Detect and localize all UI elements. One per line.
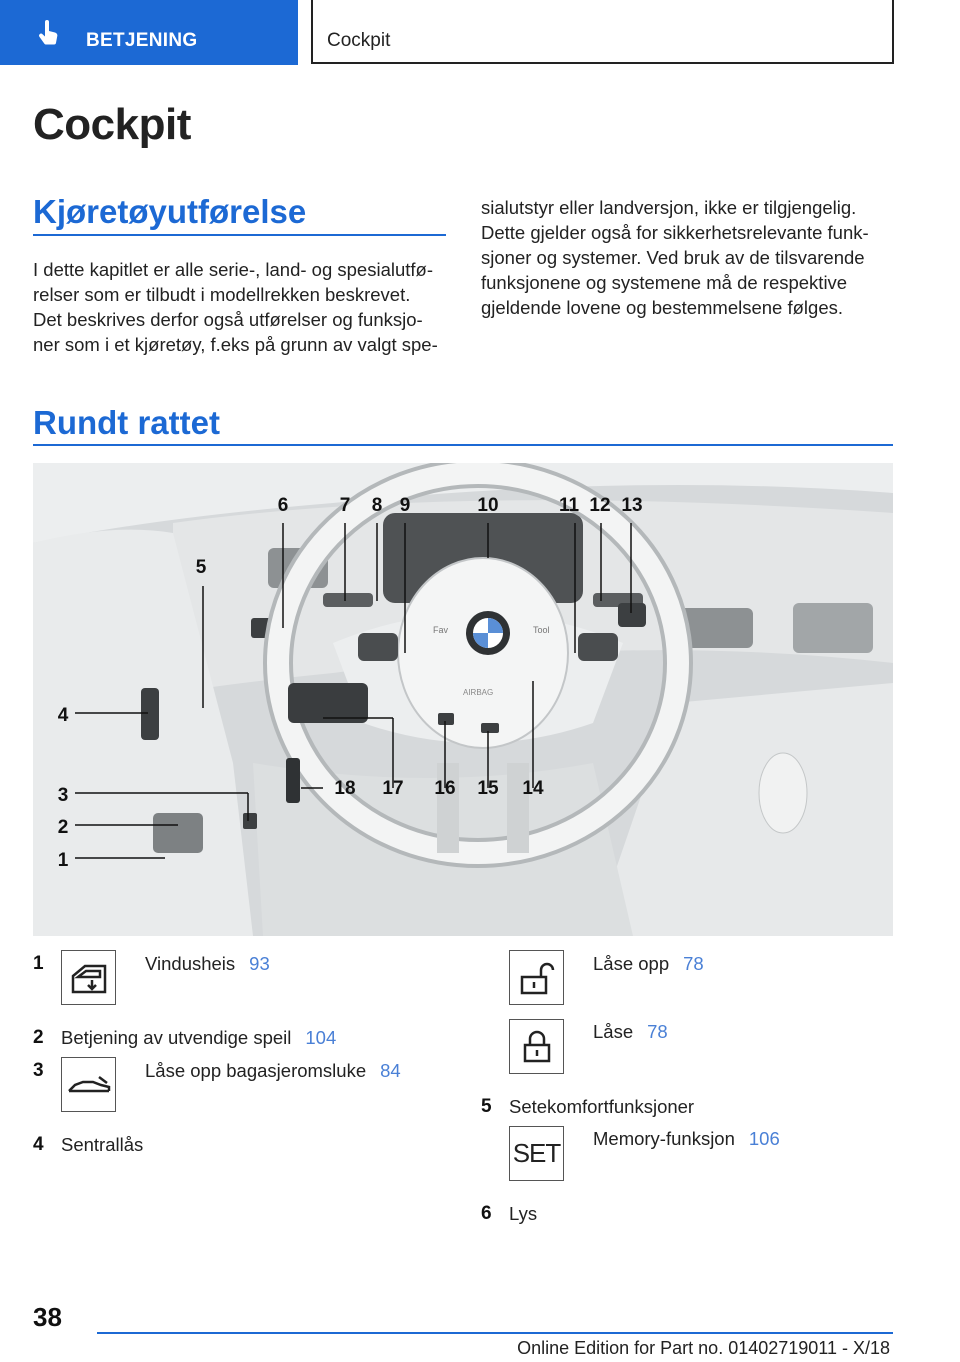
- callout-16: 16: [434, 778, 456, 799]
- legend-item-4: Sentrallås: [61, 1134, 144, 1155]
- legend-num-1: 1: [33, 953, 44, 974]
- legend-item-4a: Låse opp 78: [593, 953, 704, 974]
- legend-num-2: 2: [33, 1027, 44, 1048]
- window-lift-icon: [61, 950, 116, 1005]
- section-heading-around-wheel: Rundt rattet: [33, 404, 220, 441]
- callout-7: 7: [339, 495, 351, 516]
- callout-9: 9: [399, 495, 411, 516]
- callout-5: 5: [195, 557, 207, 578]
- footer-rule: [97, 1332, 893, 1334]
- page-ref-link[interactable]: 84: [380, 1060, 401, 1081]
- set-icon: [509, 1126, 564, 1181]
- callout-17: 17: [382, 778, 404, 799]
- legend-num-6: 6: [481, 1203, 492, 1224]
- callout-11: 11: [558, 495, 580, 516]
- callout-1: 1: [57, 850, 69, 871]
- legend-num-3: 3: [33, 1060, 44, 1081]
- callout-6: 6: [277, 495, 289, 516]
- wheel-text-left: Fav: [433, 625, 449, 635]
- page-ref-link[interactable]: 106: [748, 1128, 780, 1149]
- legend-item-3: Låse opp bagasjeromsluke 84: [145, 1060, 401, 1081]
- cockpit-illustration: [33, 463, 893, 936]
- section-label: BETJENING: [86, 30, 198, 51]
- lock-icon: [509, 1019, 564, 1074]
- intro-text-col1: I dette kapitlet er alle serie-, land- og spesialutfø- relser som er tilbudt i modellrekken beskrevet. Det beskrives derfor også utførelser og funksjo- ner som i et kjøretøy, f.eks på grunn av valgt spe-: [33, 259, 438, 355]
- callout-8: 8: [371, 495, 383, 516]
- page-number: 38: [33, 1302, 62, 1332]
- page-ref-link[interactable]: 93: [249, 953, 270, 974]
- wheel-text-right: Tool: [533, 625, 550, 635]
- legend-item-5: Setekomfortfunksjoner: [509, 1096, 695, 1117]
- intro-text-col2: sialutstyr eller landversjon, ikke er tilgjengelig. Dette gjelder også for sikkerhetsrelevante funk- sjoner og systemer. Ved bruk av de tilsvarende funksjonene og systemene må de respektive gjeldende lovene og bestemmelsene følges.: [481, 197, 869, 318]
- page-ref-link[interactable]: 104: [305, 1027, 337, 1048]
- unlock-icon: [509, 950, 564, 1005]
- page-ref-link[interactable]: 78: [683, 953, 704, 974]
- heading-rule: [33, 444, 893, 446]
- callout-10: 10: [477, 495, 499, 516]
- legend-item-2: Betjening av utvendige speil 104: [61, 1027, 337, 1048]
- callout-4: 4: [57, 705, 69, 726]
- trunk-open-icon: [61, 1057, 116, 1112]
- legend-item-6: Lys: [509, 1203, 538, 1224]
- wheel-text-airbag: AIRBAG: [463, 688, 494, 697]
- footer-edition: Online Edition for Part no. 01402719011 - X/18: [517, 1338, 890, 1358]
- section-heading-vehicle-version: Kjøretøyutførelse: [33, 193, 307, 230]
- callout-13: 13: [621, 495, 643, 516]
- legend-item-1: Vindusheis 93: [145, 953, 270, 974]
- chapter-tab: [311, 0, 894, 64]
- section-tab[interactable]: [0, 0, 298, 65]
- set-icon-text: SET: [512, 1138, 561, 1168]
- callout-3: 3: [57, 785, 69, 806]
- legend-num-5: 5: [481, 1096, 492, 1117]
- hand-pointer-icon: [34, 18, 64, 48]
- callout-15: 15: [477, 778, 499, 799]
- chapter-label: Cockpit: [327, 30, 391, 51]
- legend-num-4: 4: [33, 1134, 44, 1155]
- callout-14: 14: [522, 778, 544, 799]
- callout-2: 2: [57, 817, 69, 838]
- page-title: Cockpit: [33, 100, 191, 149]
- page-ref-link[interactable]: 78: [647, 1021, 668, 1042]
- legend-item-4b: Låse 78: [593, 1021, 668, 1042]
- callout-18: 18: [334, 778, 356, 799]
- callout-12: 12: [589, 495, 611, 516]
- legend-item-5a: Memory-funksjon 106: [593, 1128, 780, 1149]
- heading-rule: [33, 234, 446, 236]
